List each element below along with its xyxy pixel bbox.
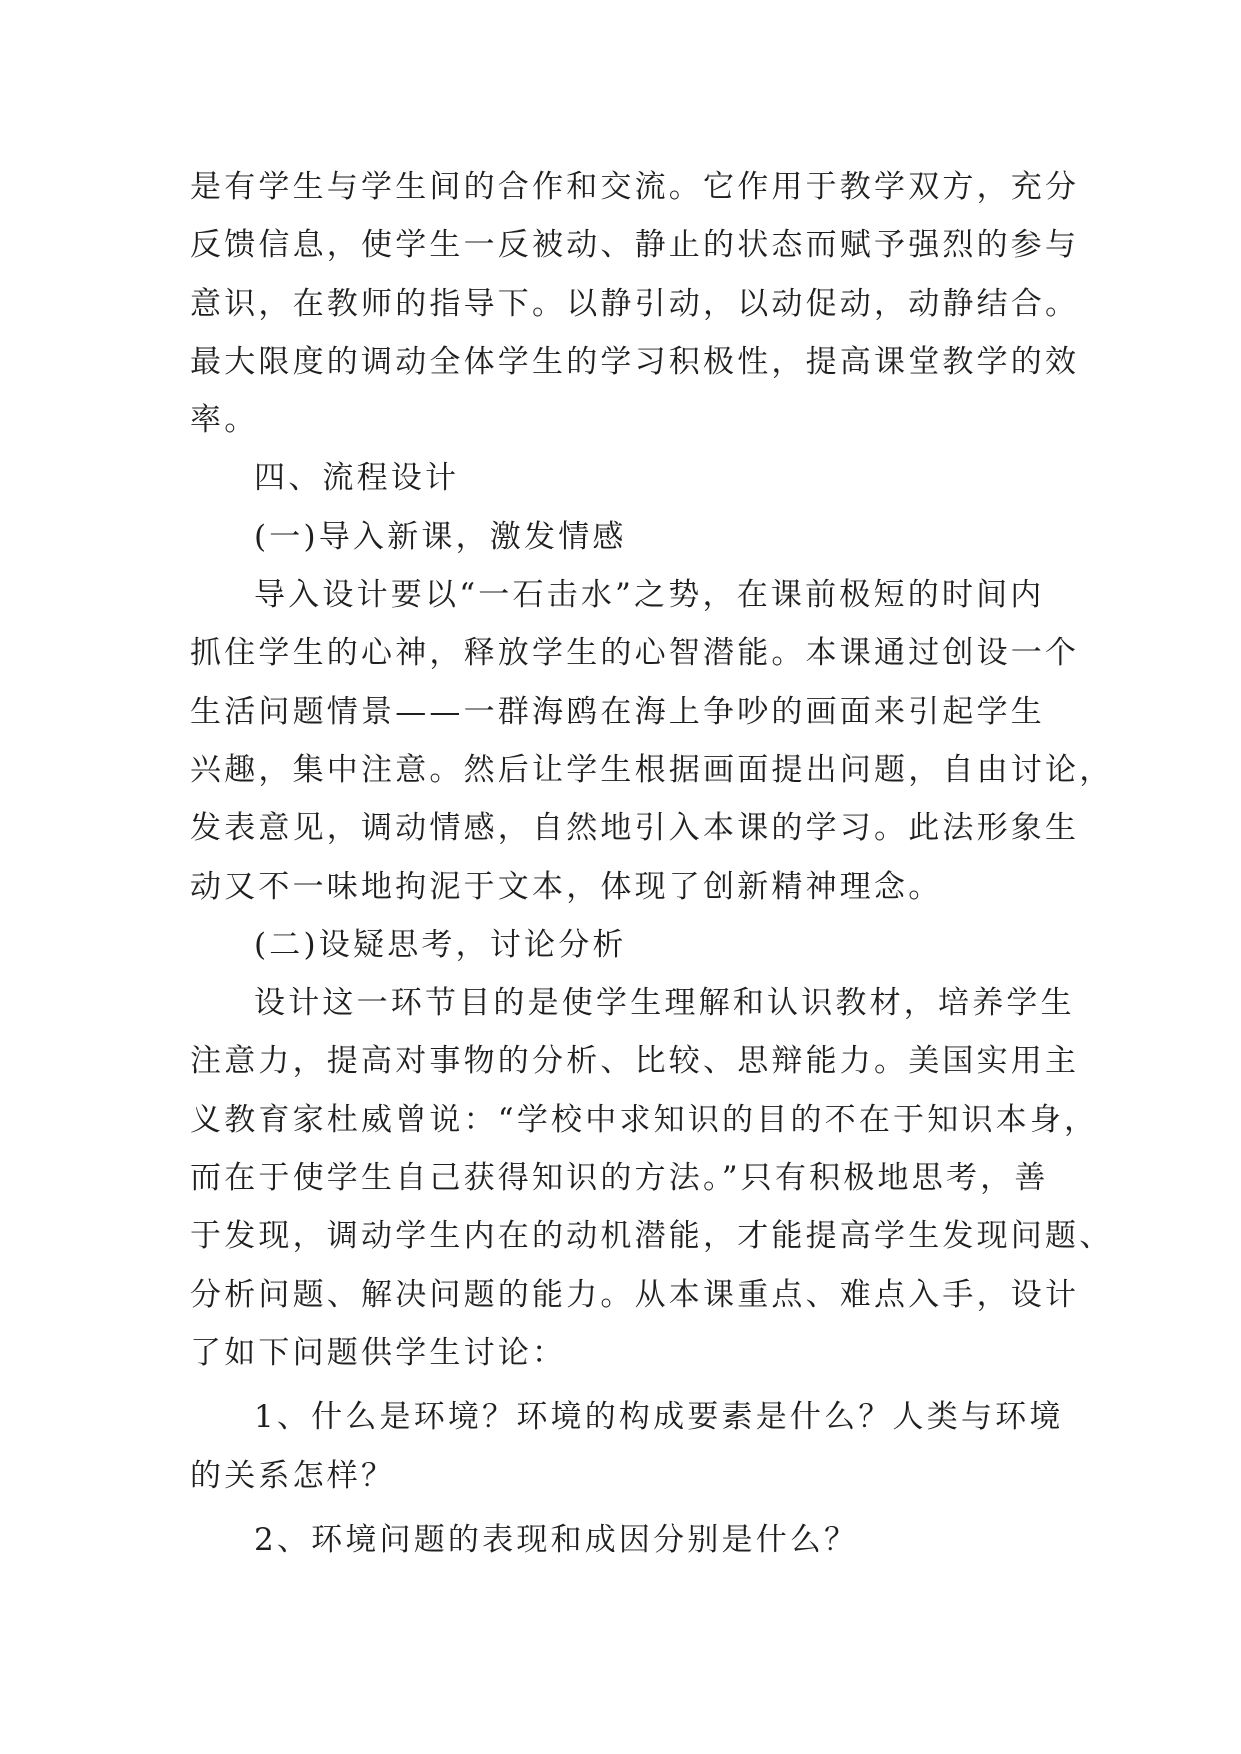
text-line: 注意力，提高对事物的分析、比较、思辩能力。美国实用主 [190, 1043, 1080, 1080]
text-line: 最大限度的调动全体学生的学习积极性，提高课堂教学的效 [190, 343, 1080, 380]
text-line: 的关系怎样？ [190, 1457, 396, 1494]
text-line: 抓住学生的心神，释放学生的心智潜能。本课通过创设一个 [190, 635, 1080, 672]
text-line: 义教育家杜威曾说：“学校中求知识的目的不在于知识本身， [190, 1101, 1099, 1138]
text-line: 动又不一味地拘泥于文本，体现了创新精神理念。 [190, 868, 943, 905]
text-line: 设计这一环节目的是使学生理解和认识教材，培养学生 [254, 985, 1075, 1022]
text-line: 生活问题情景——一群海鸥在海上争吵的画面来引起学生 [190, 693, 1045, 730]
text-line: 率。 [190, 402, 259, 439]
text-line: 意识，在教师的指导下。以静引动，以动促动，动静结合。 [190, 285, 1080, 322]
list-item: 1、什么是环境？环境的构成要素是什么？人类与环境 [254, 1399, 1064, 1436]
list-item: 2、环境问题的表现和成因分别是什么？ [254, 1521, 859, 1558]
text-line: 是有学生与学生间的合作和交流。它作用于教学双方，充分 [190, 169, 1080, 205]
subsection-heading: (二)设疑思考，讨论分析 [254, 926, 627, 963]
text-line: 反馈信息，使学生一反被动、静止的状态而赋予强烈的参与 [190, 227, 1080, 264]
document-body [190, 158, 1114, 1569]
text-line: 了如下问题供学生讨论： [190, 1334, 567, 1371]
text-line: 而在于使学生自己获得知识的方法。”只有积极地思考，善 [190, 1160, 1049, 1197]
text-line: 兴趣，集中注意。然后让学生根据画面提出问题，自由讨论， [190, 751, 1114, 788]
text-line: 导入设计要以“一石击水”之势，在课前极短的时间内 [254, 577, 1045, 614]
subsection-heading: (一)导入新课，激发情感 [254, 518, 627, 555]
text-line: 发表意见，调动情感，自然地引入本课的学习。此法形象生 [190, 810, 1080, 847]
section-heading: 四、流程设计 [254, 460, 460, 497]
text-line: 分析问题、解决问题的能力。从本课重点、难点入手，设计 [190, 1276, 1080, 1313]
text-line: 于发现，调动学生内在的动机潜能，才能提高学生发现问题、 [190, 1218, 1114, 1255]
